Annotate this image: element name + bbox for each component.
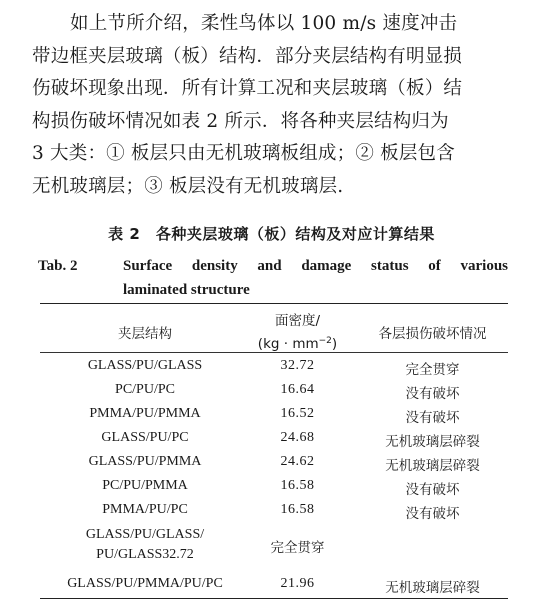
table-row — [40, 403, 508, 427]
cell-damage: 无机玻璃层碎裂 — [385, 434, 480, 450]
cell-damage: 完全贯穿 — [405, 362, 460, 378]
table-row — [40, 379, 508, 403]
table-row — [40, 451, 508, 475]
unit-exponent: −2 — [318, 336, 332, 346]
table-header-rule — [40, 352, 508, 353]
cell-structure: GLASS/PU/PMMA — [88, 454, 202, 469]
cell-structure-line: PU/GLASS32.72 — [96, 547, 194, 562]
paragraph-line: 带边框夹层玻璃（板）结构．部分夹层结构有明显损 — [32, 45, 463, 67]
cell-structure: PMMA/PU/PC — [102, 502, 188, 517]
paragraph-line: 无机玻璃层；③ 板层没有无机玻璃层. — [32, 175, 344, 197]
table-row — [40, 355, 508, 379]
table-body — [40, 355, 508, 597]
cell-density: 16.64 — [280, 382, 315, 397]
caption-en-line: laminated structure — [123, 282, 250, 298]
header-structure: 夹层结构 — [118, 326, 172, 342]
cell-damage: 无机玻璃层碎裂 — [385, 580, 480, 596]
paragraph-line: 3 大类：① 板层只由无机玻璃板组成；② 板层包含 — [32, 143, 455, 164]
table-top-rule — [40, 303, 508, 304]
table-bottom-rule — [40, 598, 508, 599]
table-number: Tab. 2 — [38, 258, 78, 274]
cell-structure: PC/PU/PC — [115, 382, 175, 397]
table-caption-en — [38, 254, 508, 302]
unit-text: (kg · mm — [257, 336, 319, 352]
cell-density: 16.58 — [280, 502, 315, 517]
unit-close: ) — [331, 336, 338, 352]
cell-density: 16.52 — [280, 406, 315, 421]
cell-structure-line: GLASS/PU/GLASS/ — [85, 527, 205, 542]
cell-damage: 没有破坏 — [405, 410, 460, 426]
cell-density: 32.72 — [280, 358, 315, 373]
table-row — [40, 427, 508, 451]
paragraph-line: 伤破坏现象出现．所有计算工况和夹层玻璃（板）结 — [32, 78, 463, 99]
cell-structure: GLASS/PU/PC — [101, 430, 189, 445]
table-row — [40, 499, 508, 523]
table-row — [40, 573, 508, 597]
cell-structure: GLASS/PU/PMMA/PU/PC — [67, 576, 223, 591]
table-caption-cn: 表 2 各种夹层玻璃（板）结构及对应计算结果 — [108, 225, 435, 243]
cell-density: 24.68 — [280, 430, 315, 445]
table-row — [40, 475, 508, 499]
cell-density: 21.96 — [280, 576, 315, 591]
cell-structure: PMMA/PU/PMMA — [89, 406, 201, 421]
header-density-line1: 面密度/ — [274, 313, 321, 329]
cell-structure: PC/PU/PMMA — [102, 478, 188, 493]
cell-structure: GLASS/PU/GLASS — [87, 358, 203, 373]
cell-density: 完全贯穿 — [270, 540, 325, 556]
cell-damage: 没有破坏 — [405, 386, 460, 402]
header-density-unit — [250, 331, 345, 354]
cell-density: 16.58 — [280, 478, 315, 493]
body-paragraph — [32, 8, 512, 203]
header-density — [250, 311, 345, 354]
table-row-merged — [40, 523, 508, 573]
cell-damage: 没有破坏 — [405, 482, 460, 498]
header-damage: 各层损伤破坏情况 — [378, 326, 487, 342]
paragraph-line: 构损伤破坏情况如表 2 所示．将各种夹层结构归为 — [32, 110, 449, 132]
cell-structure-multiline — [40, 525, 250, 565]
paragraph-line: 如上节所介绍，柔性鸟体以 100 m/s 速度冲击 — [70, 13, 458, 34]
cell-damage: 没有破坏 — [405, 506, 460, 522]
cell-damage: 无机玻璃层碎裂 — [385, 458, 480, 474]
caption-en-line: Surface density and damage status of various — [123, 258, 508, 274]
cell-density: 24.62 — [280, 454, 315, 469]
